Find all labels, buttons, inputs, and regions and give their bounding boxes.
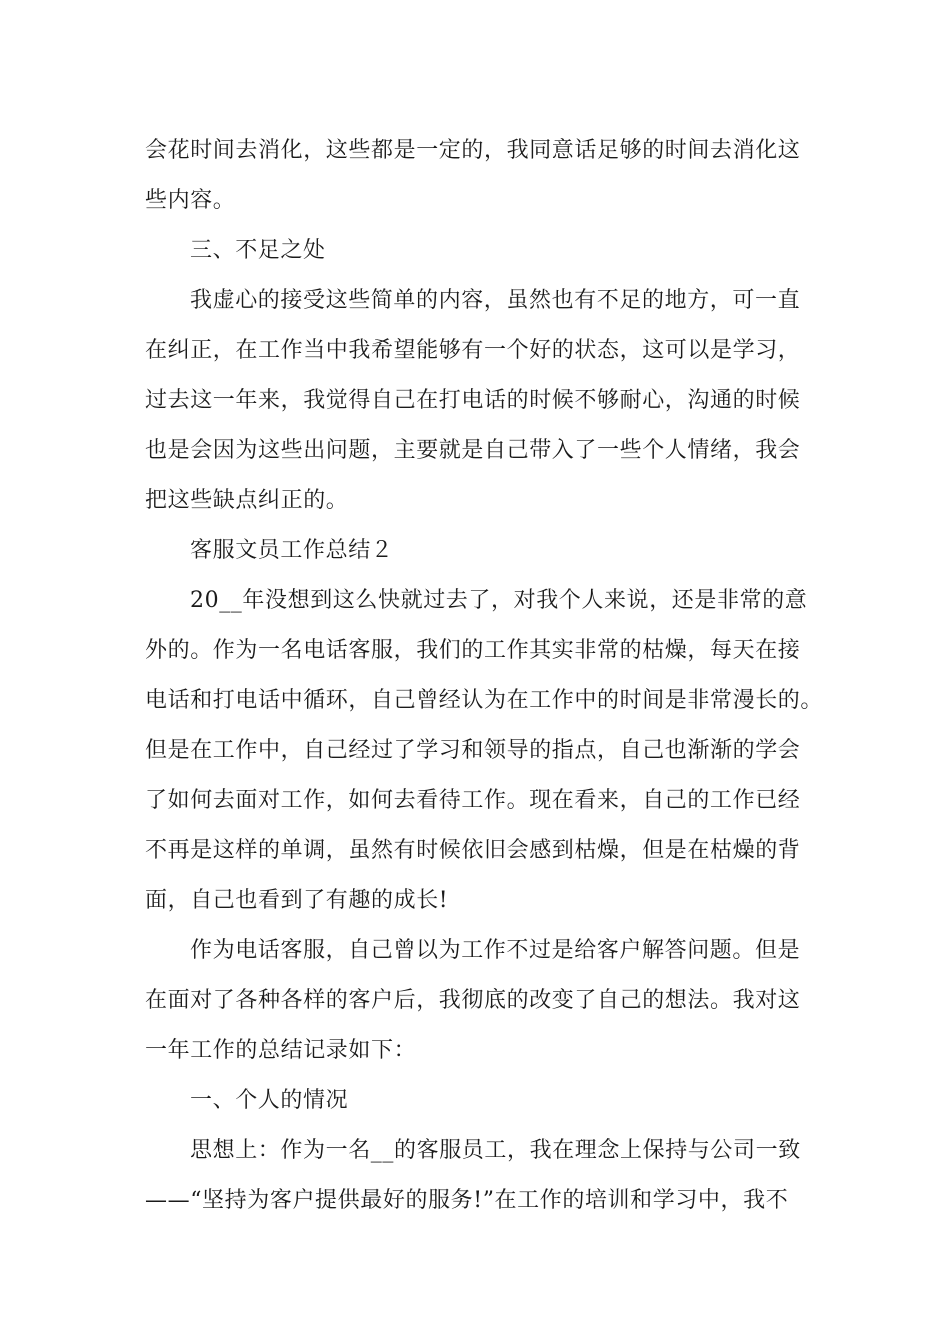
text-line: 会花时间去消化，这些都是一定的，我同意话足够的时间去消化这 xyxy=(145,138,801,163)
text-line: 电话和打电话中循环，自己曾经认为在工作中的时间是非常漫长的。 xyxy=(145,688,824,713)
text-line: 外的。作为一名电话客服，我们的工作其实非常的枯燥，每天在接 xyxy=(145,638,801,663)
text-line: 了如何去面对工作，如何去看待工作。现在看来，自己的工作已经 xyxy=(145,788,801,813)
text-line: 20__年没想到这么快就过去了，对我个人来说，还是非常的意 xyxy=(190,588,808,613)
text-line: 过去这一年来，我觉得自己在打电话的时候不够耐心，沟通的时候 xyxy=(145,388,801,413)
text-line: 但是在工作中，自己经过了学习和领导的指点，自己也渐渐的学会 xyxy=(145,738,801,763)
text-line: 作为电话客服，自己曾以为工作不过是给客户解答问题。但是 xyxy=(190,938,801,963)
text-line: 把这些缺点纠正的。 xyxy=(145,488,349,513)
text-line: 思想上：作为一名__的客服员工，我在理念上保持与公司一致 xyxy=(190,1138,801,1163)
text-line: 也是会因为这些出问题，主要就是自己带入了一些个人情绪，我会 xyxy=(145,438,801,463)
text-line: ——“坚持为客户提供最好的服务!”在工作的培训和学习中，我不 xyxy=(145,1188,789,1213)
text-line: 在面对了各种各样的客户后，我彻底的改变了自己的想法。我对这 xyxy=(145,988,801,1013)
text-line: 一年工作的总结记录如下： xyxy=(145,1038,417,1063)
text-line: 我虚心的接受这些简单的内容，虽然也有不足的地方，可一直 xyxy=(190,288,801,313)
text-line: 不再是这样的单调，虽然有时候依旧会感到枯燥，但是在枯燥的背 xyxy=(145,838,801,863)
section-heading: 三、不足之处 xyxy=(190,238,326,263)
text-line: 在纠正，在工作当中我希望能够有一个好的状态，这可以是学习， xyxy=(145,338,801,363)
document-subtitle: 客服文员工作总结２ xyxy=(190,538,394,563)
text-line: 些内容。 xyxy=(145,188,236,213)
section-heading: 一、个人的情况 xyxy=(190,1088,349,1113)
text-line: 面，自己也看到了有趣的成长! xyxy=(145,888,449,913)
